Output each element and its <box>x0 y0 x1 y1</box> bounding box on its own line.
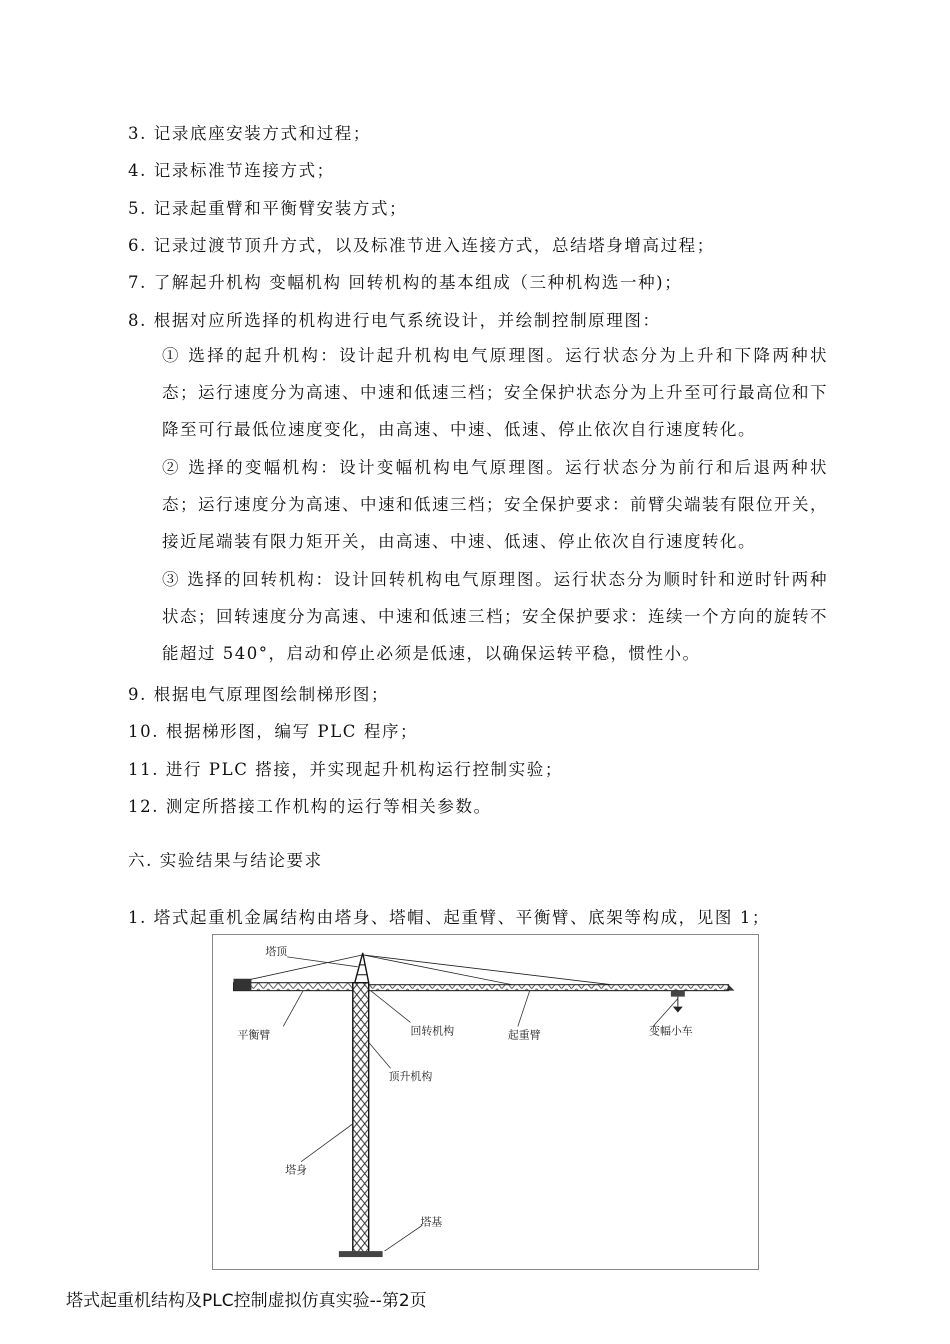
trolley <box>671 991 685 1013</box>
section-6-heading: 六. 实验结果与结论要求 <box>128 851 323 870</box>
tower-crane-drawing <box>213 935 758 1269</box>
label-jib: 起重臂 <box>507 1028 541 1042</box>
tower-base <box>339 1251 383 1257</box>
label-top: 塔顶 <box>265 944 288 958</box>
section-6-item-1: 1. 塔式起重机金属结构由塔身、塔帽、起重臂、平衡臂、底架等构成，见图 1； <box>128 908 771 927</box>
label-base: 塔基 <box>420 1215 443 1229</box>
luffing-text: ② 选择的变幅机构：设计变幅机构电气原理图。运行状态分为前行和后退两种状态；运行速度分为高速、中速和低速三档；安全保护要求：前臂尖端装有限位开关，接近尾端装有限力矩开关，由高速、中速、低速、停止依次自行速度转化。 <box>162 458 828 551</box>
item-3: 3. 记录底座安装方式和过程； <box>128 124 371 143</box>
label-slewing: 回转机构 <box>410 1024 455 1038</box>
jib <box>363 955 735 991</box>
label-tower-body: 塔身 <box>285 1163 308 1177</box>
leader-lines <box>283 957 678 1251</box>
item-6: 6. 记录过渡节顶升方式，以及标准节进入连接方式，总结塔身增高过程； <box>128 236 715 255</box>
hoist-text: ① 选择的起升机构：设计起升机构电气原理图。运行状态分为上升和下降两种状态；运行速度分为高速、中速和低速三档；安全保护状态分为上升至可行最高位和下降至可行最低位速度变化，由高速、中速、低速、停止依次自行速度转化。 <box>162 346 828 439</box>
counter-jib <box>234 955 363 991</box>
tower-crane-figure <box>212 934 759 1270</box>
item-10: 10. 根据梯形图，编写 PLC 程序； <box>128 722 419 741</box>
item-9: 9. 根据电气原理图绘制梯形图； <box>128 685 390 704</box>
hoist-paragraph <box>128 337 828 448</box>
label-climbing: 顶升机构 <box>388 1070 433 1084</box>
item-8: 8. 根据对应所选择的机构进行电气系统设计，并绘制控制原理图： <box>128 311 661 330</box>
page-footer: 塔式起重机结构及PLC控制虚拟仿真实验--第2页 <box>66 1291 427 1311</box>
label-trolley: 变幅小车 <box>649 1024 693 1038</box>
item-11: 11. 进行 PLC 搭接，并实现起升机构运行控制实验； <box>128 760 563 779</box>
item-7: 7. 了解起升机构 变幅机构 回转机构的基本组成（三种机构选一种)； <box>128 273 683 292</box>
item-12: 12. 测定所搭接工作机构的运行等相关参数。 <box>128 797 492 816</box>
luffing-paragraph <box>128 449 828 560</box>
tower-body <box>353 983 369 1253</box>
label-counter-jib: 平衡臂 <box>237 1028 271 1042</box>
slewing-paragraph <box>128 561 828 672</box>
item-5: 5. 记录起重臂和平衡臂安装方式； <box>128 199 408 218</box>
slewing-text: ③ 选择的回转机构：设计回转机构电气原理图。运行状态分为顺时针和逆时针两种状态；回转速度分为高速、中速和低速三档；安全保护要求：连续一个方向的旋转不能超过 540°，启动和停止必须是低速，以确保运转平稳，惯性小。 <box>162 570 828 663</box>
item-4: 4. 记录标准节连接方式； <box>128 161 335 180</box>
tower-head <box>355 953 369 983</box>
